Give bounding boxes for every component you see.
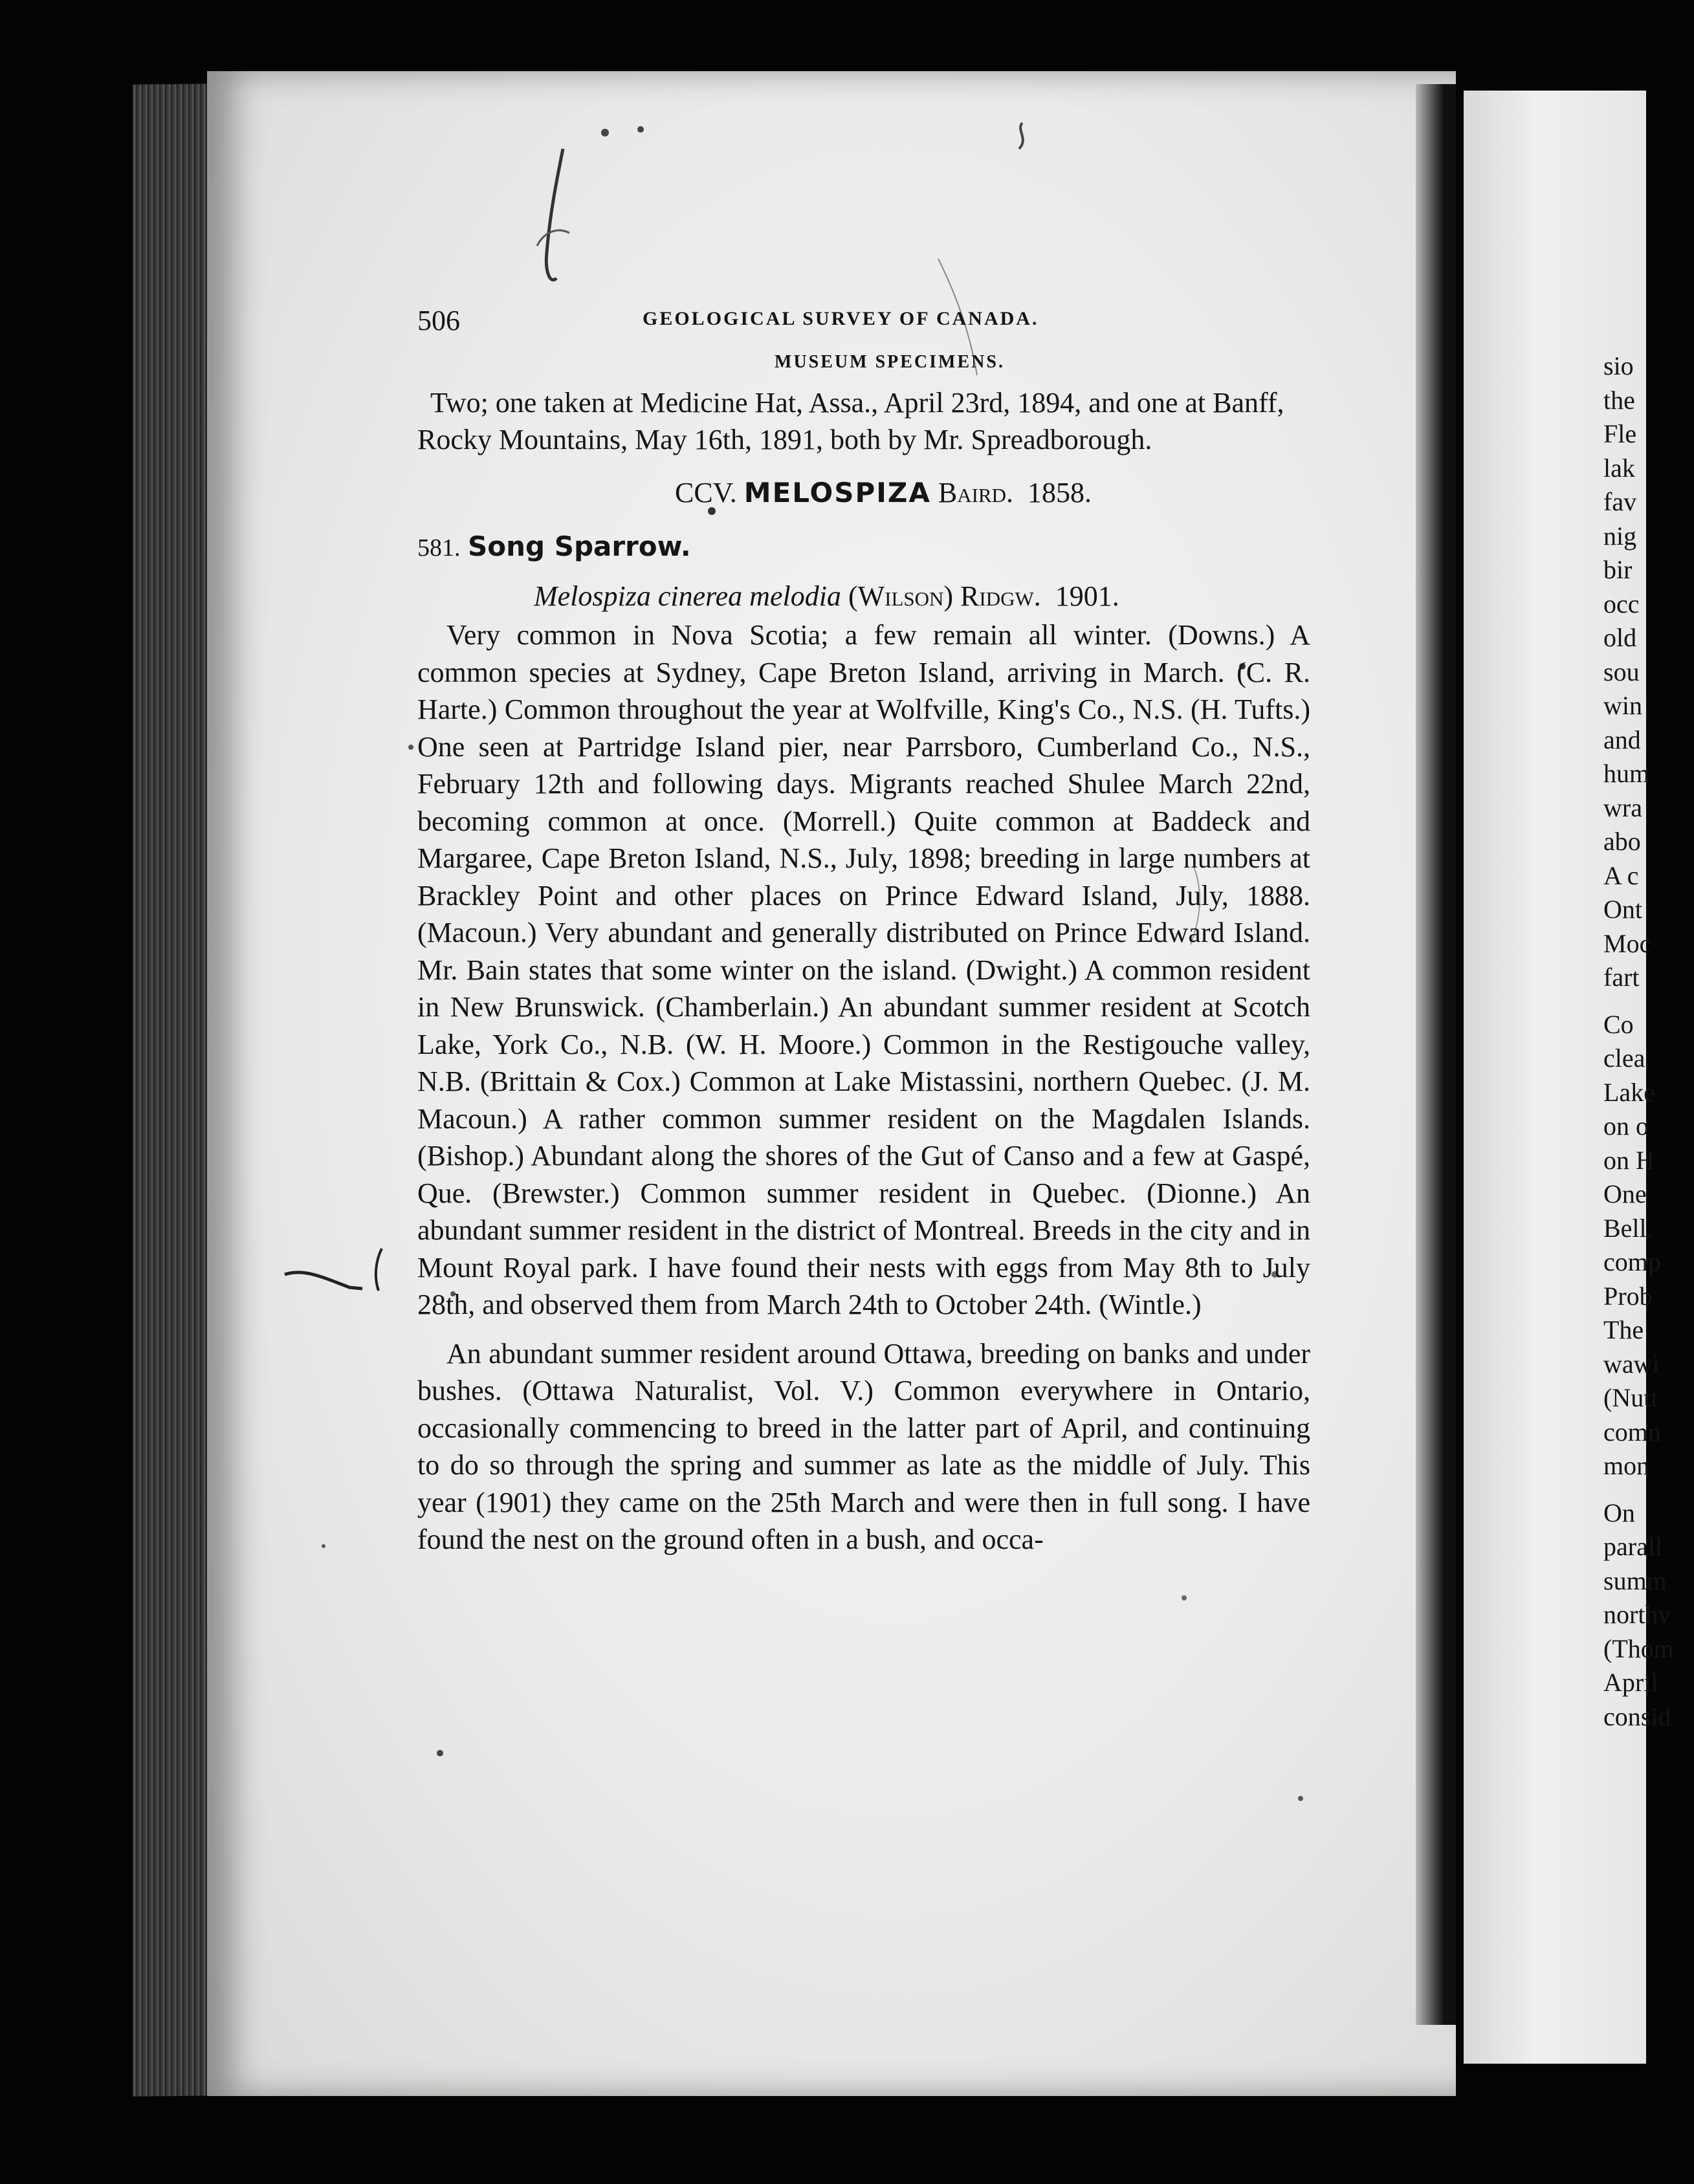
right-page-line-fragment: consid bbox=[1603, 1701, 1671, 1731]
right-page-line-fragment: Bell. bbox=[1603, 1213, 1653, 1243]
species-heading bbox=[417, 529, 1310, 563]
right-page-line-fragment: Ont bbox=[1603, 895, 1642, 924]
synonym-year: 1901. bbox=[1055, 580, 1119, 612]
right-page-line-fragment: fart bbox=[1603, 963, 1640, 992]
right-page-line-fragment: northv bbox=[1603, 1600, 1671, 1629]
right-page-line-fragment: the bbox=[1603, 385, 1635, 415]
right-page-line-fragment: wra bbox=[1603, 792, 1642, 822]
species-number: 581. bbox=[417, 534, 461, 562]
specimens-paragraph: Two; one taken at Medicine Hat, Assa., April 23rd, 1894, and one at Banff, Rocky Mountains, May 16th, 1891, both by Mr. Spreadborough. bbox=[417, 387, 1284, 455]
right-page-line-fragment: old bbox=[1603, 623, 1637, 652]
running-title: GEOLOGICAL SURVEY OF CANADA. bbox=[643, 308, 1039, 329]
body-paragraph: Very common in Nova Scotia; a few remain all winter. (Downs.) A common species at Sydney, Cape Breton Island, arriving in March. (C. R. Harte.) Common throughout the year at Wolfville, King's Co., N.S. (H. Tufts.) One seen at Partridge Island pier, near Parrsboro, Cumberland Co., N.S., February 12th and following days. Migrants reached Shulee March 22nd, becoming common at once. (Morrell.) Quite common at Baddeck and Margaree, Cape Breton Island, N.S., July, 1898; breeding in large numbers at Brackley Point and other places on Prince Edward Island, July, 1888. (Macoun.) Very abundant and generally distributed on Prince Edward Island. Mr. Bain states that some winter on the island. (Dwight.) A common resident in New Brunswick. (Chamberlain.) An abundant summer resident at Scotch Lake, York Co., N.B. (W. H. Moore.) Common in the Restigouche valley, N.B. (Brittain & Cox.) Common at Lake Mistassini, northern Quebec. (J. M. Macoun.) A rather common summer resident on the Magdalen Islands. (Bishop.) Abundant along the shores of the Gut of Canso and a few at Gaspé, Que. (Brewster.) Common summer resident in Quebec. (Dionne.) An abundant summer resident in the district of Montreal. Breeds in the city and in Mount Royal park. I have found their nests with eggs from May 8th to July 28th, and observed them from March 24th to October 24th. (Wintle.) bbox=[417, 619, 1310, 1320]
genus-number: CCV. bbox=[674, 477, 737, 508]
right-page-line-fragment: The bbox=[1603, 1315, 1644, 1344]
right-page-line-fragment: Prob bbox=[1603, 1281, 1653, 1311]
right-page-line-fragment: parall bbox=[1603, 1532, 1663, 1561]
right-page-line-fragment: On bbox=[1603, 1498, 1635, 1527]
running-head bbox=[417, 304, 1310, 343]
genus-author: Baird. bbox=[938, 477, 1013, 508]
right-page-line-fragment: on o bbox=[1603, 1111, 1649, 1141]
right-page-line-fragment: One bbox=[1603, 1179, 1647, 1208]
right-page-text-fragments bbox=[1603, 349, 1694, 1734]
synonym-scientific-name: Melospiza cinerea melodia bbox=[534, 580, 841, 612]
genus-name: MELOSPIZA bbox=[743, 477, 931, 508]
right-page-line-fragment: Co bbox=[1603, 1009, 1634, 1039]
right-page-line-fragment: clea bbox=[1603, 1043, 1645, 1073]
page-text-block bbox=[417, 304, 1310, 1558]
right-page-line-fragment: wawi bbox=[1603, 1349, 1660, 1379]
right-page-line-fragment: sou bbox=[1603, 657, 1640, 686]
right-page-line-fragment: mon bbox=[1603, 1451, 1650, 1480]
right-page-line-fragment: lak bbox=[1603, 453, 1635, 483]
species-name: Song Sparrow. bbox=[468, 530, 691, 562]
page-number: 506 bbox=[417, 305, 460, 336]
right-page-line-fragment: summ bbox=[1603, 1566, 1667, 1595]
right-page-line-fragment: abo bbox=[1603, 827, 1641, 856]
genus-heading bbox=[456, 476, 1310, 509]
right-page-line-fragment: (Nutt bbox=[1603, 1383, 1658, 1412]
synonym-line bbox=[534, 580, 1310, 613]
right-page-line-fragment: occ bbox=[1603, 589, 1640, 618]
right-page-line-fragment: bir bbox=[1603, 555, 1633, 584]
body-paragraph: An abundant summer resident around Ottawa, breeding on banks and under bushes. (Ottawa Naturalist, Vol. V.) Common everywhere in Ontario, occasionally commencing to breed in the latter part of April, and continuing to do so through the spring and summer as late as the middle of July. This year (1901) they came on the 25th March and were then in full song. I have found the nest on the ground often in a bush, and occa- bbox=[417, 1337, 1310, 1555]
right-page-line-fragment: (Thom bbox=[1603, 1633, 1674, 1663]
right-page-line-fragment: hum bbox=[1603, 759, 1650, 788]
genus-year: 1858. bbox=[1028, 477, 1092, 508]
right-page-line-fragment: fav bbox=[1603, 487, 1637, 516]
right-page-line-fragment: nig bbox=[1603, 521, 1637, 551]
right-page-line-fragment: win bbox=[1603, 691, 1642, 720]
right-page-line-fragment: April bbox=[1603, 1668, 1658, 1697]
right-page-line-fragment: Lake bbox=[1603, 1077, 1655, 1107]
right-page-line-fragment: A c bbox=[1603, 860, 1639, 890]
right-page-line-fragment: sio bbox=[1603, 351, 1634, 380]
right-page-line-fragment: comp bbox=[1603, 1247, 1661, 1276]
synonym-authority: (Wilson) Ridgw. bbox=[848, 580, 1041, 612]
right-page-line-fragment: comn bbox=[1603, 1417, 1661, 1447]
right-page-line-fragment: on H bbox=[1603, 1145, 1655, 1175]
section-heading: MUSEUM SPECIMENS. bbox=[775, 352, 1005, 372]
right-page-line-fragment: Moc bbox=[1603, 928, 1651, 958]
right-page-line-fragment: Fle bbox=[1603, 419, 1637, 448]
right-page-line-fragment: and bbox=[1603, 725, 1641, 754]
